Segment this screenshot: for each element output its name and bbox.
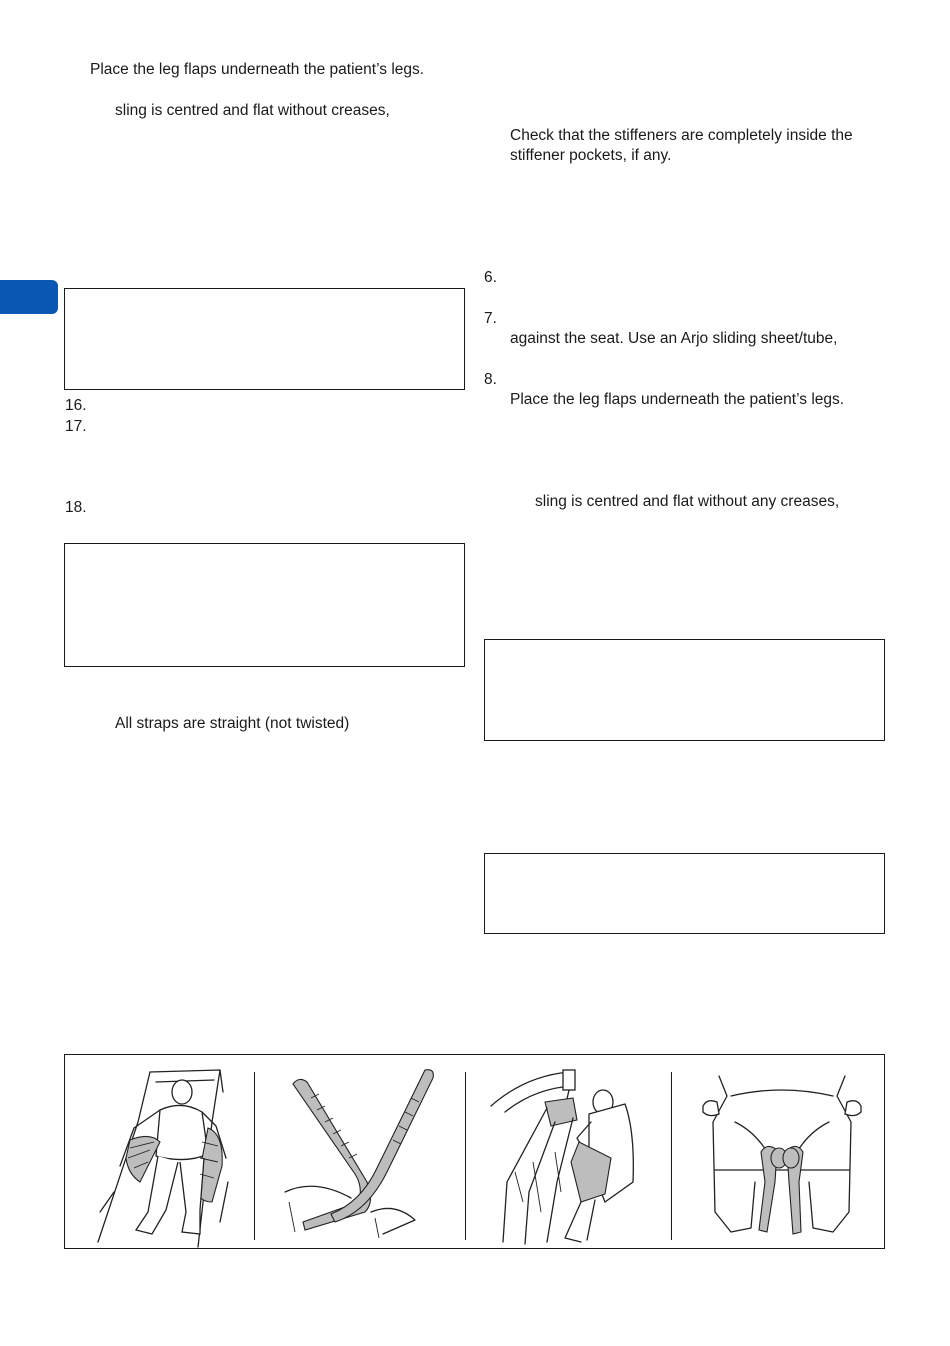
crossed-sling-straps-icon bbox=[275, 1062, 445, 1247]
instruction-sling-centred: sling is centred and flat without creases, bbox=[115, 102, 390, 119]
instruction-seat: against the seat. Use an Arjo sliding sheet/tube, bbox=[510, 330, 838, 347]
patient-in-lift-sling-icon bbox=[485, 1062, 655, 1247]
note-box-2 bbox=[64, 543, 465, 667]
instruction-straps-straight: All straps are straight (not twisted) bbox=[115, 715, 350, 732]
instruction-sling-centred-right: sling is centred and flat without any creases, bbox=[535, 493, 840, 510]
instruction-leg-flaps: Place the leg flaps underneath the patient’s legs. bbox=[90, 61, 425, 78]
figure-divider-1 bbox=[254, 1072, 255, 1240]
seated-patient-leg-straps-icon bbox=[695, 1062, 870, 1247]
figure-divider-3 bbox=[671, 1072, 672, 1240]
patient-on-bed-with-sling-icon bbox=[90, 1062, 240, 1247]
instruction-stiffeners-line2: stiffener pockets, if any. bbox=[510, 147, 672, 164]
instruction-leg-flaps-right: Place the leg flaps underneath the patient’s legs. bbox=[510, 391, 845, 408]
step-number-8: 8. bbox=[484, 371, 497, 388]
note-box-3 bbox=[484, 639, 885, 741]
step-number-7: 7. bbox=[484, 310, 497, 327]
instruction-stiffeners-line1: Check that the stiffeners are completely inside the bbox=[510, 127, 853, 144]
chapter-tab bbox=[0, 280, 58, 314]
step-number-16: 16. bbox=[65, 397, 87, 414]
note-box-4 bbox=[484, 853, 885, 934]
figure-divider-2 bbox=[465, 1072, 466, 1240]
note-box-1 bbox=[64, 288, 465, 390]
step-number-6: 6. bbox=[484, 269, 497, 286]
step-number-17: 17. bbox=[65, 418, 87, 435]
step-number-18: 18. bbox=[65, 499, 87, 516]
